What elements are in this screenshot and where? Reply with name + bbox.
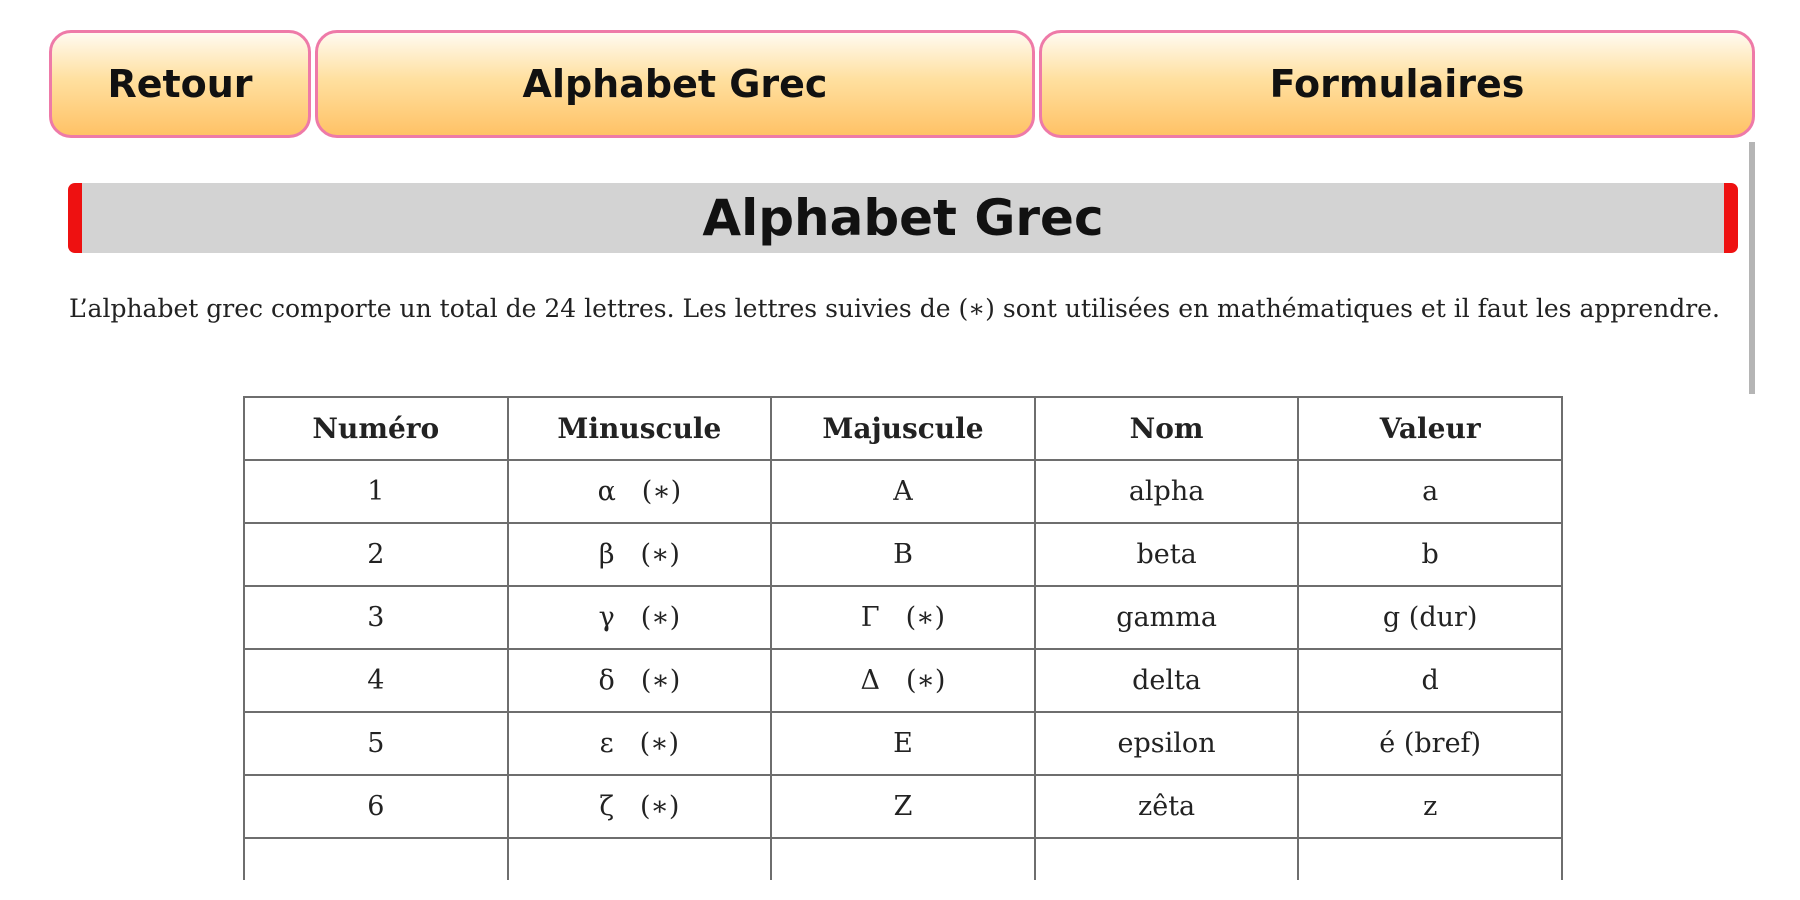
empty-cell <box>508 838 772 880</box>
cell-number-text: 6 <box>367 791 385 822</box>
header-number: Numéro <box>244 397 508 460</box>
cell-lowercase <box>508 649 772 712</box>
cell-lowercase <box>508 523 772 586</box>
cell-value <box>1298 523 1562 586</box>
cell-name-text: epsilon <box>1117 728 1216 759</box>
header-uppercase: Majuscule <box>771 397 1035 460</box>
cell-lowercase <box>508 775 772 838</box>
cell-uppercase-text: Z <box>893 791 913 822</box>
header-lowercase: Minuscule <box>508 397 772 460</box>
table-row <box>244 775 1562 838</box>
cell-lowercase-text: γ <box>598 602 615 633</box>
cell-lowercase <box>508 460 772 523</box>
intro-text: L’alphabet grec comporte un total de 24 lettres. Les lettres suivies de (∗) sont utilisées en mathématiques et il faut les apprendre. <box>69 294 1720 323</box>
cell-name-text: alpha <box>1128 476 1205 507</box>
cell-value-text: a <box>1422 476 1439 507</box>
cell-number-text: 4 <box>367 665 385 696</box>
cell-number <box>244 460 508 523</box>
cell-uppercase <box>771 712 1035 775</box>
cell-lowercase-text: β <box>598 539 615 570</box>
cell-value-text: é (bref) <box>1379 728 1482 759</box>
cell-value-text: g (dur) <box>1382 602 1478 633</box>
math-usage-marker: (∗) <box>639 728 680 759</box>
greek-alphabet-button[interactable]: Alphabet Grec <box>315 30 1035 138</box>
cell-uppercase-text: E <box>893 728 913 759</box>
top-navigation <box>49 30 1755 138</box>
cell-uppercase <box>771 775 1035 838</box>
cell-uppercase-text: B <box>893 539 913 570</box>
scrollbar[interactable] <box>1749 142 1755 394</box>
cell-number-text: 3 <box>367 602 385 633</box>
math-usage-marker: (∗) <box>640 539 680 570</box>
table-row <box>244 649 1562 712</box>
cell-number <box>244 712 508 775</box>
cell-uppercase <box>771 649 1035 712</box>
table-row <box>244 712 1562 775</box>
cell-lowercase-text: ε <box>599 728 614 759</box>
table-body <box>244 460 1562 880</box>
cell-lowercase-text: δ <box>598 665 615 696</box>
cell-number <box>244 775 508 838</box>
cell-value <box>1298 460 1562 523</box>
cell-uppercase <box>771 460 1035 523</box>
page-title: Alphabet Grec <box>68 183 1738 253</box>
empty-cell <box>771 838 1035 880</box>
cell-name-text: zêta <box>1138 791 1196 822</box>
cell-name <box>1035 649 1299 712</box>
math-usage-marker: (∗) <box>905 602 946 633</box>
math-usage-marker: (∗) <box>640 665 681 696</box>
greek-alphabet-table <box>243 396 1563 880</box>
math-usage-marker: (∗) <box>641 476 682 507</box>
forms-button[interactable]: Formulaires <box>1039 30 1755 138</box>
header-name: Nom <box>1035 397 1299 460</box>
cell-name-text: beta <box>1136 539 1197 570</box>
table-row <box>244 838 1562 880</box>
back-button[interactable]: Retour <box>49 30 311 138</box>
cell-name <box>1035 460 1299 523</box>
cell-value <box>1298 649 1562 712</box>
cell-uppercase-text: Δ <box>860 665 881 696</box>
cell-number <box>244 523 508 586</box>
cell-number <box>244 649 508 712</box>
cell-name <box>1035 712 1299 775</box>
cell-name-text: gamma <box>1116 602 1217 633</box>
cell-value-text: b <box>1421 539 1439 570</box>
empty-cell <box>244 838 508 880</box>
cell-uppercase-text: A <box>893 476 913 507</box>
cell-value-text: z <box>1423 791 1438 822</box>
cell-number-text: 1 <box>367 476 385 507</box>
empty-cell <box>1298 838 1562 880</box>
cell-number <box>244 586 508 649</box>
table-header-row <box>244 397 1562 460</box>
math-usage-marker: (∗) <box>640 602 681 633</box>
cell-value <box>1298 775 1562 838</box>
cell-name <box>1035 586 1299 649</box>
math-usage-marker: (∗) <box>906 665 946 696</box>
header-value: Valeur <box>1298 397 1562 460</box>
table-viewport <box>243 396 1563 880</box>
cell-uppercase-text: Γ <box>860 602 880 633</box>
cell-number-text: 5 <box>367 728 385 759</box>
cell-number-text: 2 <box>367 539 385 570</box>
cell-lowercase-text: α <box>597 476 616 507</box>
cell-value <box>1298 712 1562 775</box>
cell-uppercase <box>771 586 1035 649</box>
cell-name <box>1035 775 1299 838</box>
table-row <box>244 586 1562 649</box>
empty-cell <box>1035 838 1299 880</box>
table-row <box>244 523 1562 586</box>
cell-uppercase <box>771 523 1035 586</box>
cell-lowercase-text: ζ <box>599 791 614 822</box>
table-row <box>244 460 1562 523</box>
cell-name <box>1035 523 1299 586</box>
math-usage-marker: (∗) <box>640 791 680 822</box>
cell-value-text: d <box>1421 665 1439 696</box>
cell-value <box>1298 586 1562 649</box>
cell-lowercase <box>508 712 772 775</box>
cell-name-text: delta <box>1132 665 1201 696</box>
cell-lowercase <box>508 586 772 649</box>
